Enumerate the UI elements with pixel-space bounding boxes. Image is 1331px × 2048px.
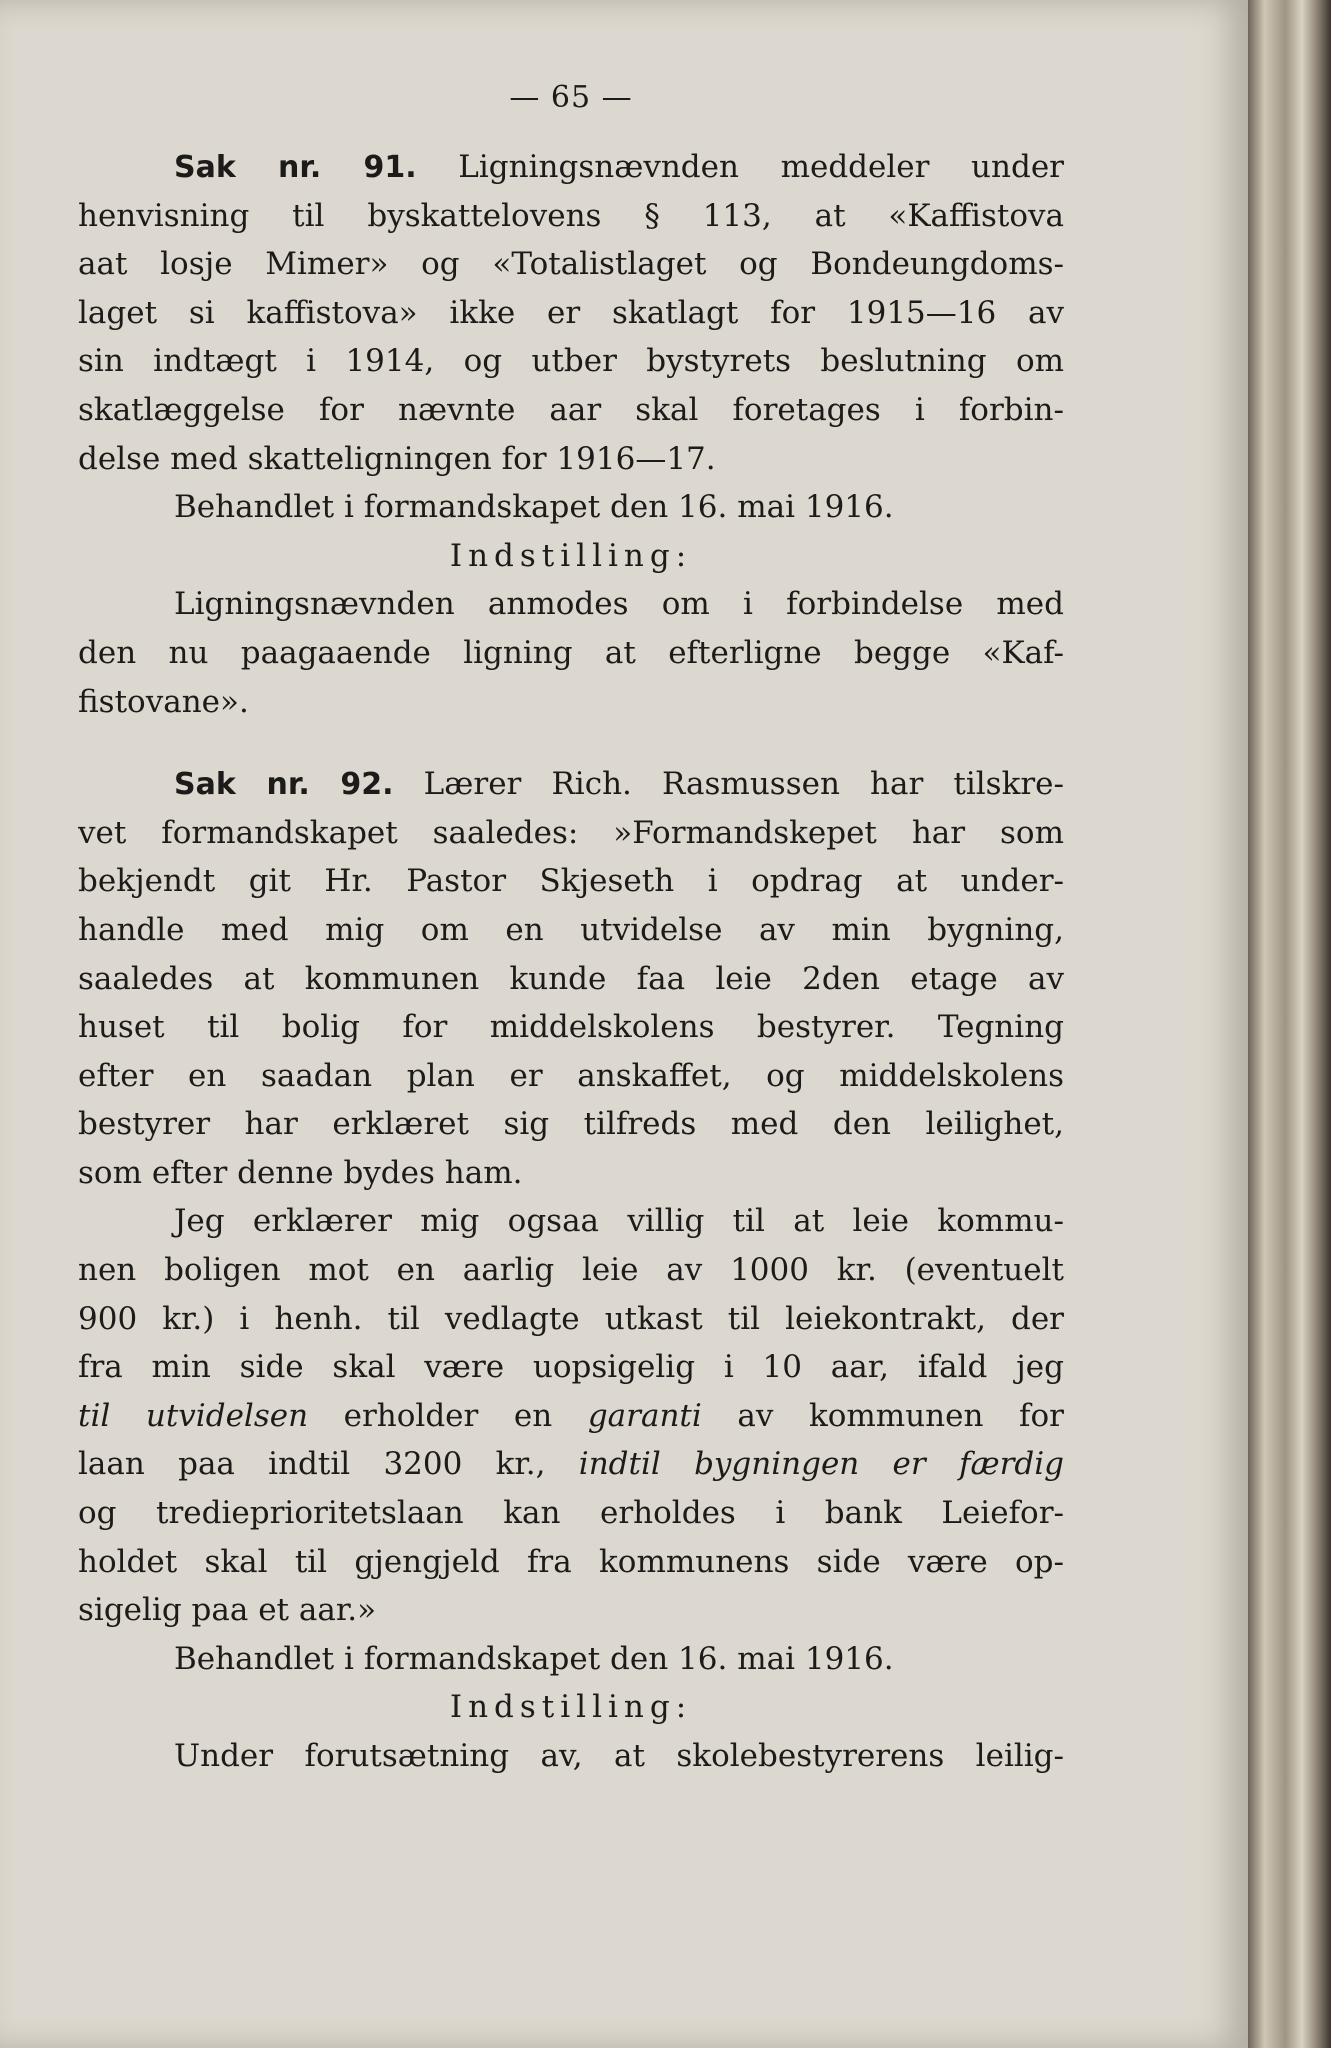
sak92-line: vet formandskapet saaledes: »Formandskepet har som	[78, 814, 1064, 851]
sak92-line-mixed	[78, 1392, 1064, 1441]
text-phrase: erholder en	[308, 1397, 588, 1434]
sak91-line: Ligningsnævnden meddeler under	[458, 149, 1064, 185]
sak92-line: Lærer Rich. Rasmussen har tilskre-	[423, 766, 1064, 803]
sak91-line: sin indtægt i 1914, og utber bystyrets beslutning om	[78, 343, 1064, 380]
sak91-behandlet: Behandlet i formandskapet den 16. mai 1916.	[174, 489, 894, 526]
sak92-line-mixed	[78, 1440, 1064, 1489]
italic-phrase: til utvidelsen	[78, 1397, 309, 1434]
sak92-line: saaledes at kommunen kunde faa leie 2den etage av	[78, 960, 1064, 997]
text-phrase: av kommunen for	[701, 1397, 1064, 1434]
sak91-line: delse med skatteligningen for 1916—17.	[78, 440, 716, 477]
sak91-line: skatlæggelse for nævnte aar skal foretages i forbin-	[78, 391, 1064, 428]
italic-phrase: indtil bygningen er færdig	[578, 1446, 1064, 1483]
text-phrase: laan paa indtil 3200 kr.,	[78, 1446, 579, 1483]
italic-phrase: garanti	[587, 1397, 702, 1434]
sak92-line: nen boligen mot en aarlig leie av 1000 kr. (eventuelt	[78, 1252, 1064, 1289]
sak92-line: huset til bolig for middelskolens bestyrer. Tegning	[78, 1009, 1064, 1046]
sak91-indstilling-line: den nu paagaaende ligning at efterligne begge «Kaf-	[78, 634, 1064, 671]
sak91-indstilling-heading: Indstilling:	[449, 537, 693, 574]
sak91-line: aat losje Mimer» og «Totalistlaget og Bondeungdoms-	[78, 246, 1064, 283]
section-gap	[78, 726, 1064, 760]
sak92-first-line	[78, 760, 1064, 809]
sak92-line: bestyrer har erklæret sig tilfreds med den leilighet,	[78, 1106, 1064, 1143]
sak92-line: holdet skal til gjengjeld fra kommunens side være op-	[78, 1543, 1064, 1580]
sak92-line: fra min side skal være uopsigelig i 10 aar, ifald jeg	[78, 1349, 1064, 1386]
sak92-behandlet: Behandlet i formandskapet den 16. mai 1916.	[174, 1640, 894, 1677]
sak91-line: laget si kaffistova» ikke er skatlagt for 1915—16 av	[78, 294, 1064, 331]
sak92-label: Sak nr. 92.	[174, 767, 394, 803]
sak91-indstilling-line: Ligningsnævnden anmodes om i forbindelse med	[174, 586, 1064, 623]
sak91-label: Sak nr. 91.	[174, 150, 417, 185]
sak92-indstilling-line: Under forutsætning av, at skolebestyrerens leilig-	[174, 1738, 1064, 1774]
page-text	[78, 80, 1064, 1781]
book-page-edge	[1248, 0, 1331, 2048]
sak92-line: Jeg erklærer mig ogsaa villig til at leie kommu-	[174, 1203, 1064, 1240]
sak92-line: sigelig paa et aar.»	[78, 1592, 377, 1629]
sak92-indstilling-heading: Indstilling:	[449, 1689, 693, 1726]
sak92-line: 900 kr.) i henh. til vedlagte utkast til leiekontrakt, der	[78, 1300, 1064, 1337]
sak92-line: som efter denne bydes ham.	[78, 1154, 523, 1191]
sak92-line: bekjendt git Hr. Pastor Skjeseth i opdrag at under-	[78, 863, 1064, 900]
page-number: — 65 —	[509, 80, 633, 115]
sak91-indstilling-line: fistovane».	[78, 683, 249, 720]
sak92-line: handle med mig om en utvidelse av min bygning,	[78, 911, 1064, 948]
sak91-first-line	[78, 143, 1064, 192]
sak91-line: henvisning til byskattelovens § 113, at «Kaffistova	[78, 197, 1064, 234]
sak92-line: efter en saadan plan er anskaffet, og middelskolens	[78, 1057, 1064, 1094]
sak92-line: og tredieprioritetslaan kan erholdes i bank Leiefor-	[78, 1495, 1064, 1532]
